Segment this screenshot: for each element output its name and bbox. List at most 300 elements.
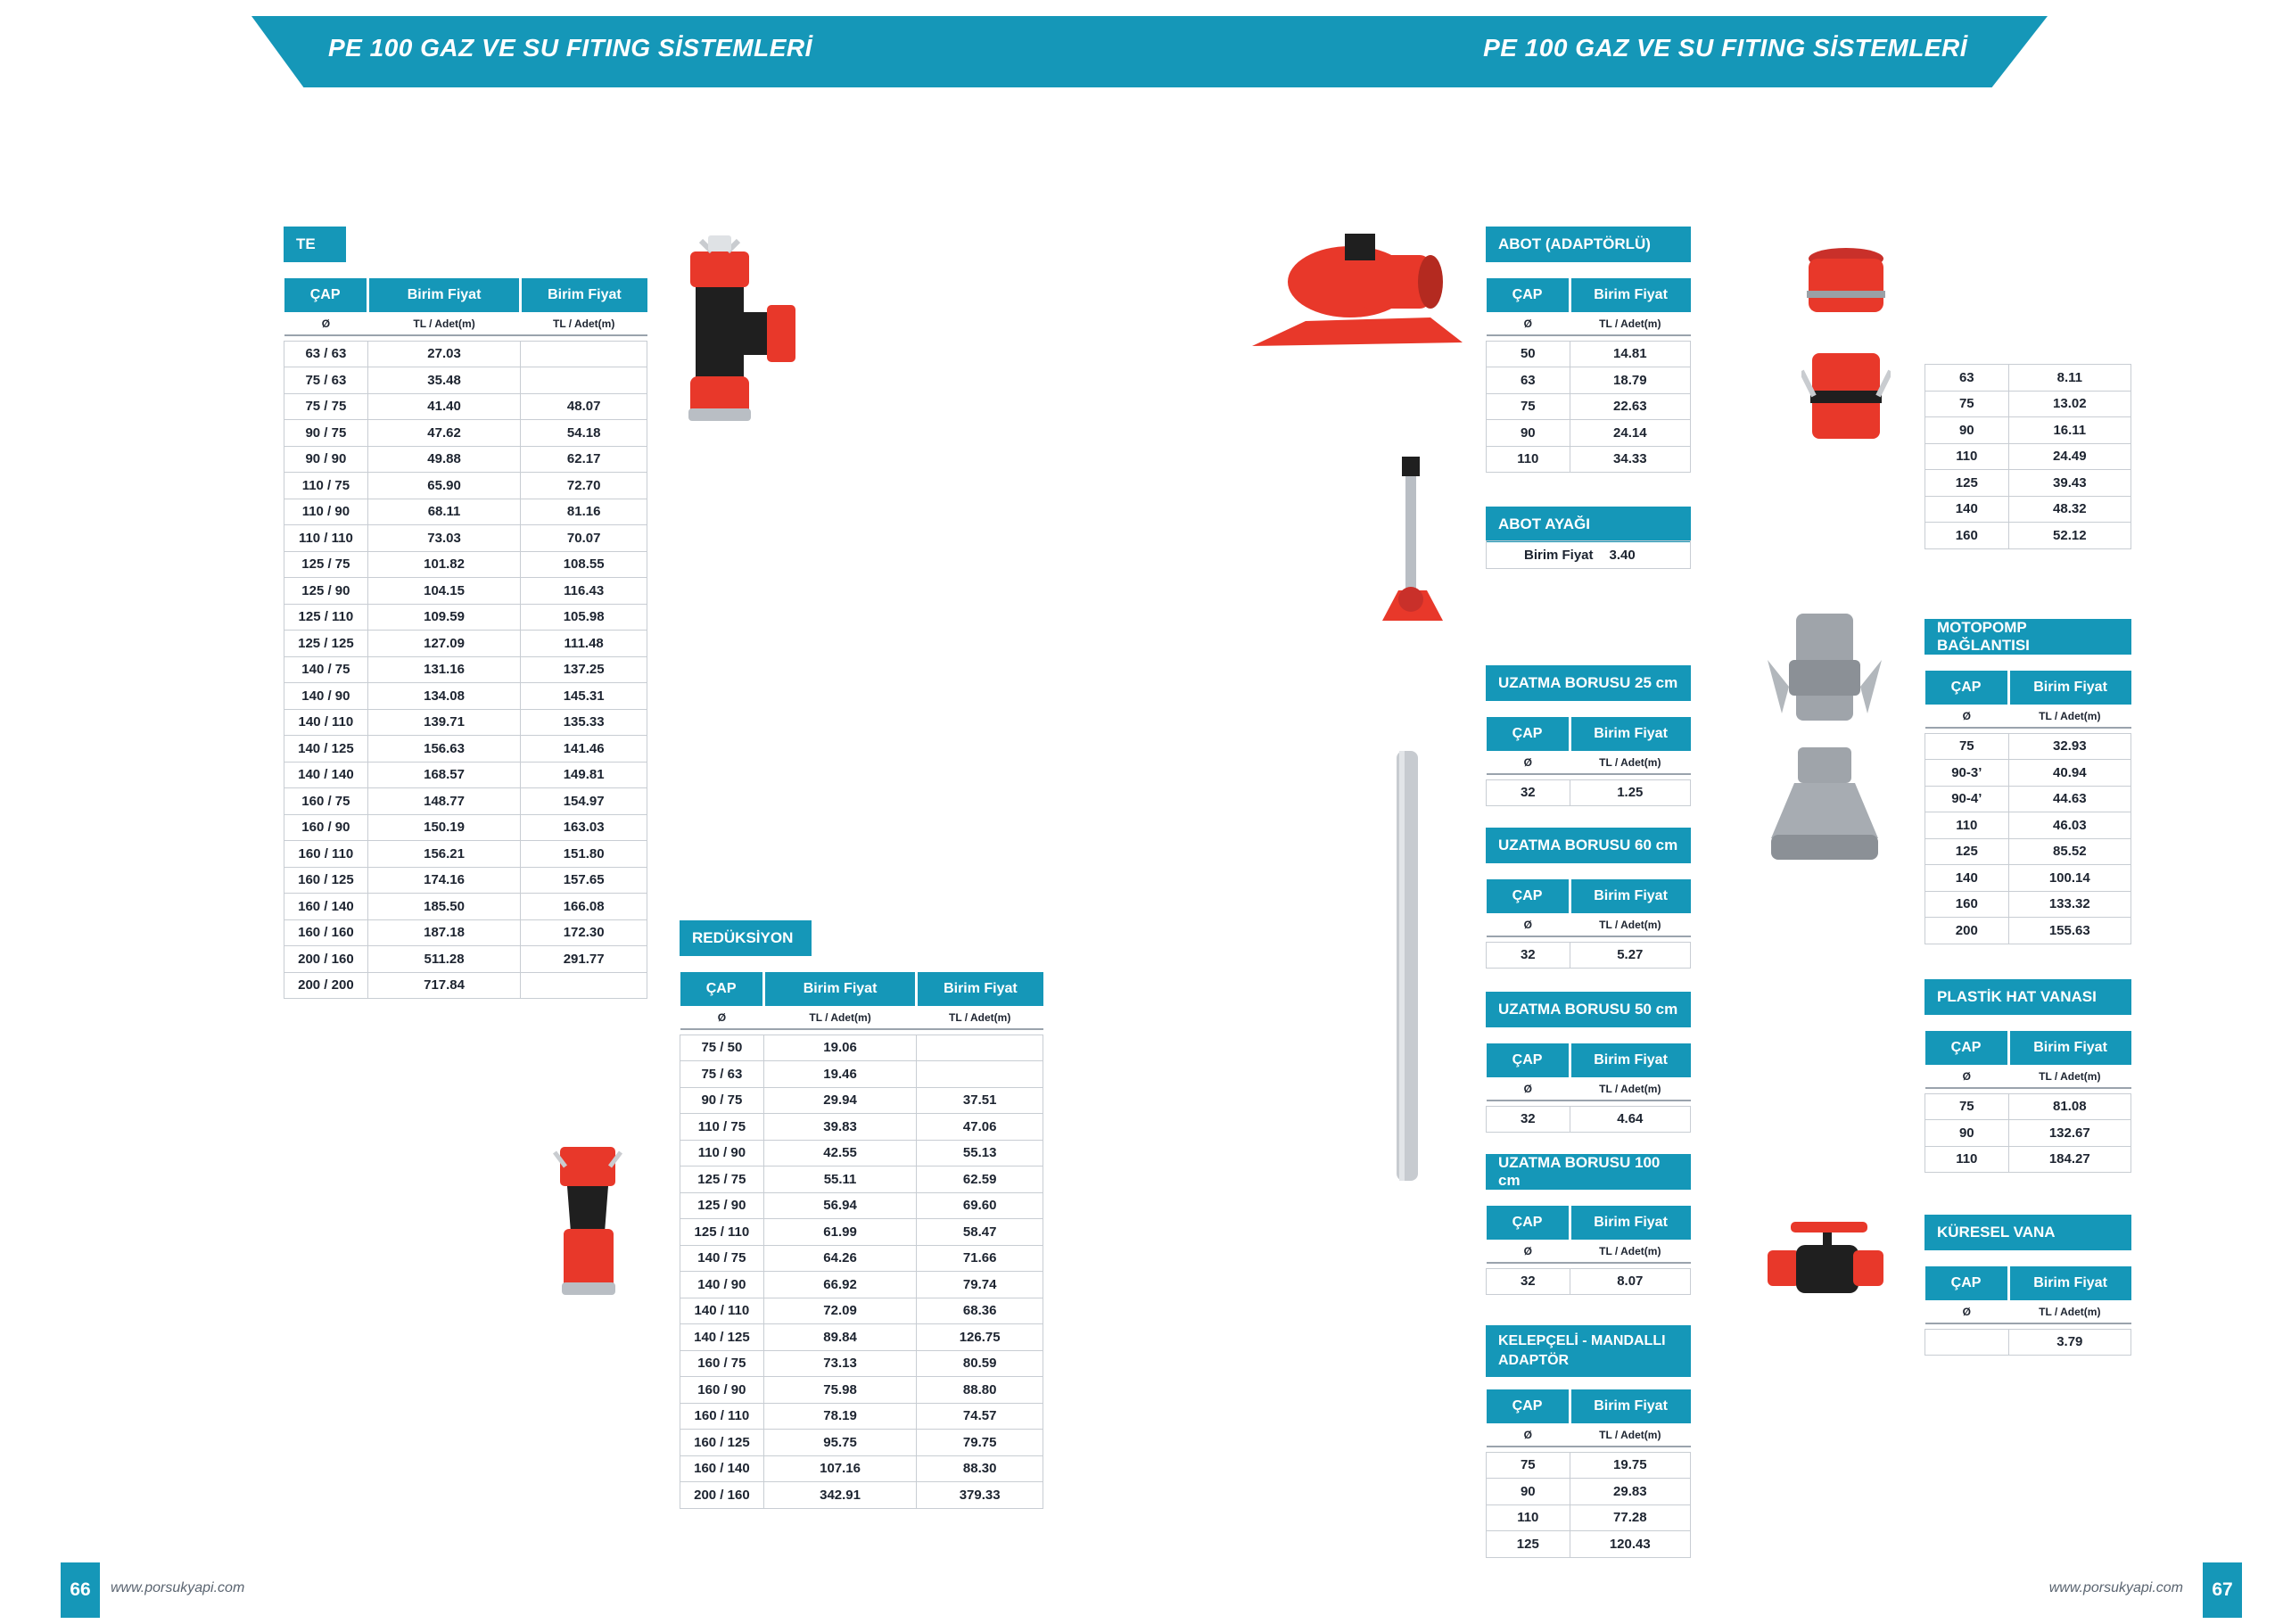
unit-label: TL / Adet(m) — [2008, 1300, 2131, 1323]
price-cell: 68.36 — [917, 1298, 1043, 1324]
table-row — [284, 393, 647, 420]
price-cell: 64.26 — [763, 1245, 917, 1272]
price-cell: 62.59 — [917, 1166, 1043, 1193]
price-cell: 19.46 — [763, 1061, 917, 1088]
size-cell: 32 — [1487, 1106, 1570, 1133]
price-cell: 154.97 — [521, 788, 647, 815]
size-cell: 140 / 110 — [680, 1298, 764, 1324]
units-row — [1487, 1240, 1691, 1263]
price-cell: 145.31 — [521, 683, 647, 710]
size-cell: 63 — [1487, 367, 1570, 394]
table-row — [284, 709, 647, 736]
table-row — [1487, 1452, 1691, 1479]
price-cell: 19.75 — [1570, 1452, 1690, 1479]
size-cell: 90 — [1487, 420, 1570, 447]
price-cell: 79.74 — [917, 1272, 1043, 1298]
table-row — [284, 788, 647, 815]
table-row — [680, 1087, 1043, 1114]
price-cell: 291.77 — [521, 946, 647, 973]
price-cell: 135.33 — [521, 709, 647, 736]
units-row — [680, 1006, 1043, 1029]
price-cell: 13.02 — [2008, 391, 2131, 417]
price-cell: 139.71 — [367, 709, 521, 736]
price-cell: 155.63 — [2008, 918, 2131, 944]
price-cell: 3.79 — [2008, 1329, 2131, 1356]
table-row — [1925, 470, 2131, 497]
price-cell: 32.93 — [2008, 733, 2131, 760]
te-price-table — [284, 278, 647, 999]
price-cell: 61.99 — [763, 1219, 917, 1246]
price-cell: 37.51 — [917, 1087, 1043, 1114]
table-row — [284, 762, 647, 788]
units-row — [1487, 312, 1691, 335]
price-cell: 101.82 — [367, 551, 521, 578]
table-row — [1487, 1504, 1691, 1531]
price-cell: 74.57 — [917, 1403, 1043, 1430]
size-cell: 75 / 63 — [680, 1061, 764, 1088]
kuresel-vana-section-title: KÜRESEL VANA — [1924, 1215, 2131, 1250]
kelepceli-title-line2: ADAPTÖR — [1498, 1353, 1570, 1368]
abot-section-title: ABOT (ADAPTÖRLÜ) — [1486, 227, 1691, 262]
column-header: Birim Fiyat — [367, 278, 521, 312]
column-header: Birim Fiyat — [763, 972, 917, 1006]
price-cell — [521, 972, 647, 999]
unit-label: TL / Adet(m) — [367, 312, 521, 335]
uzatma-50-price-table — [1486, 1043, 1691, 1133]
size-cell: 160 / 110 — [284, 841, 368, 868]
unit-label: TL / Adet(m) — [1570, 312, 1690, 335]
table-row — [1487, 1268, 1691, 1295]
size-cell: 75 — [1487, 1452, 1570, 1479]
column-header: Birim Fiyat — [2008, 1031, 2131, 1065]
price-cell: 95.75 — [763, 1430, 917, 1456]
table-row — [680, 1166, 1043, 1193]
price-cell: 58.47 — [917, 1219, 1043, 1246]
units-row — [1925, 705, 2131, 728]
size-cell: 110 — [1487, 1504, 1570, 1531]
column-header: ÇAP — [680, 972, 764, 1006]
table-header-row — [1487, 1043, 1691, 1077]
size-cell: 160 / 110 — [680, 1403, 764, 1430]
left-page-title: PE 100 GAZ VE SU FITING SİSTEMLERİ — [328, 34, 812, 62]
uzatma-25-price-table — [1486, 717, 1691, 806]
table-row — [680, 1245, 1043, 1272]
unit-label: TL / Adet(m) — [1570, 751, 1690, 774]
table-row — [680, 1061, 1043, 1088]
uzatma-60-price-table — [1486, 879, 1691, 969]
uzatma-50-section-title: UZATMA BORUSU 50 cm — [1486, 992, 1691, 1027]
table-row — [284, 736, 647, 763]
tee-fitting-image — [685, 234, 801, 433]
price-cell: 72.09 — [763, 1298, 917, 1324]
price-cell: 166.08 — [521, 894, 647, 920]
size-cell: 140 / 75 — [284, 656, 368, 683]
table-header-row — [1925, 671, 2131, 705]
price-cell: 81.08 — [2008, 1093, 2131, 1120]
size-cell: 90 / 75 — [284, 420, 368, 447]
abot-ayagi-label: Birim Fiyat — [1524, 547, 1594, 563]
te-section-title: TE — [284, 227, 346, 262]
unit-label: Ø — [1487, 1077, 1570, 1101]
table-header-row — [1487, 1206, 1691, 1240]
table-row — [680, 1140, 1043, 1166]
units-row — [1487, 1077, 1691, 1101]
price-cell: 39.43 — [2008, 470, 2131, 497]
uzatma-100-price-table — [1486, 1206, 1691, 1295]
size-cell: 160 / 90 — [284, 814, 368, 841]
size-cell: 140 / 90 — [680, 1272, 764, 1298]
price-cell: 34.33 — [1570, 446, 1690, 473]
column-header: ÇAP — [1487, 1206, 1570, 1240]
price-cell: 47.62 — [367, 420, 521, 447]
table-row — [1487, 779, 1691, 806]
table-row — [680, 1324, 1043, 1351]
table-header-row — [680, 972, 1043, 1006]
price-cell: 79.75 — [917, 1430, 1043, 1456]
size-cell: 110 / 90 — [680, 1140, 764, 1166]
size-cell: 125 — [1925, 838, 2009, 865]
size-cell: 125 / 125 — [284, 631, 368, 657]
size-cell: 90 — [1487, 1479, 1570, 1505]
table-row — [1925, 786, 2131, 812]
table-row — [284, 341, 647, 367]
table-row — [284, 656, 647, 683]
price-cell: 46.03 — [2008, 812, 2131, 839]
abot-ayagi-value: 3.40 — [1609, 547, 1636, 563]
size-cell: 125 / 90 — [680, 1192, 764, 1219]
column-header: Birim Fiyat — [2008, 1266, 2131, 1300]
price-cell: 8.07 — [1570, 1268, 1690, 1295]
table-row — [1487, 1479, 1691, 1505]
plastik-vana-section-title: PLASTİK HAT VANASI — [1924, 979, 2131, 1015]
column-header: Birim Fiyat — [521, 278, 647, 312]
table-row — [680, 1350, 1043, 1377]
column-header: Birim Fiyat — [1570, 717, 1690, 751]
size-cell: 200 / 160 — [680, 1482, 764, 1509]
price-cell: 116.43 — [521, 578, 647, 605]
table-row — [284, 841, 647, 868]
price-cell: 80.59 — [917, 1350, 1043, 1377]
price-cell: 126.75 — [917, 1324, 1043, 1351]
size-cell: 110 — [1925, 812, 2009, 839]
price-cell — [521, 367, 647, 394]
price-cell: 81.16 — [521, 499, 647, 525]
column-header: Birim Fiyat — [1570, 1206, 1690, 1240]
price-cell: 174.16 — [367, 867, 521, 894]
table-header-row — [1925, 1266, 2131, 1300]
table-row — [1925, 1146, 2131, 1173]
table-row — [284, 604, 647, 631]
price-cell: 56.94 — [763, 1192, 917, 1219]
unit-label: Ø — [1487, 312, 1570, 335]
price-cell: 5.27 — [1570, 942, 1690, 969]
unit-label: Ø — [1925, 705, 2009, 728]
unit-label: Ø — [1487, 913, 1570, 936]
price-cell: 100.14 — [2008, 865, 2131, 892]
price-cell: 68.11 — [367, 499, 521, 525]
size-cell: 75 — [1925, 391, 2009, 417]
uzatma-100-section-title: UZATMA BORUSU 100 cm — [1486, 1154, 1691, 1190]
units-row — [1925, 1300, 2131, 1323]
unit-label: Ø — [1925, 1065, 2009, 1088]
abot-stand-image — [1379, 457, 1446, 626]
size-cell: 200 — [1925, 918, 2009, 944]
size-cell: 140 / 90 — [284, 683, 368, 710]
size-cell: 160 / 140 — [284, 894, 368, 920]
size-cell: 140 / 110 — [284, 709, 368, 736]
table-row — [680, 1272, 1043, 1298]
uzatma-60-section-title: UZATMA BORUSU 60 cm — [1486, 828, 1691, 863]
unit-label: Ø — [284, 312, 368, 335]
size-cell: 140 / 125 — [680, 1324, 764, 1351]
price-cell: 108.55 — [521, 551, 647, 578]
price-cell: 187.18 — [367, 919, 521, 946]
table-row — [1487, 420, 1691, 447]
size-cell: 90 — [1925, 417, 2009, 444]
size-cell: 90-4’ — [1925, 786, 2009, 812]
unit-label: TL / Adet(m) — [1570, 1240, 1690, 1263]
table-row — [284, 578, 647, 605]
size-cell: 125 — [1487, 1531, 1570, 1558]
price-cell: 18.79 — [1570, 367, 1690, 394]
size-cell — [1925, 1329, 2009, 1356]
price-cell: 134.08 — [367, 683, 521, 710]
price-cell: 89.84 — [763, 1324, 917, 1351]
column-header: ÇAP — [1925, 1031, 2009, 1065]
motopomp-price-table — [1924, 671, 2131, 944]
price-cell: 77.28 — [1570, 1504, 1690, 1531]
column-header: ÇAP — [284, 278, 368, 312]
table-row — [1487, 1531, 1691, 1558]
price-cell: 85.52 — [2008, 838, 2131, 865]
table-row — [680, 1035, 1043, 1061]
price-cell: 379.33 — [917, 1482, 1043, 1509]
table-row — [284, 919, 647, 946]
unit-label: TL / Adet(m) — [1570, 1423, 1690, 1447]
size-cell: 32 — [1487, 1268, 1570, 1295]
unit-label: TL / Adet(m) — [521, 312, 647, 335]
column-header: Birim Fiyat — [917, 972, 1043, 1006]
unit-label: Ø — [1487, 751, 1570, 774]
price-cell: 22.63 — [1570, 393, 1690, 420]
table-row — [1925, 918, 2131, 944]
table-row — [1925, 865, 2131, 892]
price-cell: 44.63 — [2008, 786, 2131, 812]
size-cell: 125 — [1925, 470, 2009, 497]
right-page-number: 67 — [2203, 1562, 2242, 1618]
size-cell: 75 — [1487, 393, 1570, 420]
table-row — [1487, 341, 1691, 367]
price-cell: 163.03 — [521, 814, 647, 841]
price-cell: 29.94 — [763, 1087, 917, 1114]
price-cell: 511.28 — [367, 946, 521, 973]
price-cell: 8.11 — [2008, 365, 2131, 392]
price-cell: 54.18 — [521, 420, 647, 447]
price-cell: 24.49 — [2008, 443, 2131, 470]
table-row — [1925, 1120, 2131, 1147]
abot-price-table — [1486, 278, 1691, 473]
table-row — [1487, 446, 1691, 473]
units-row — [1487, 1423, 1691, 1447]
price-cell: 55.11 — [763, 1166, 917, 1193]
right-website-link[interactable]: www.porsukyapi.com — [2048, 1580, 2183, 1595]
table-row — [284, 551, 647, 578]
size-cell: 125 / 75 — [680, 1166, 764, 1193]
abot-ayagi-section-title: ABOT AYAĞI — [1486, 507, 1691, 542]
price-cell: 104.15 — [367, 578, 521, 605]
table-header-row — [1487, 717, 1691, 751]
price-cell: 717.84 — [367, 972, 521, 999]
price-cell: 342.91 — [763, 1482, 917, 1509]
price-cell: 111.48 — [521, 631, 647, 657]
price-cell: 42.55 — [763, 1140, 917, 1166]
unit-label: Ø — [1487, 1423, 1570, 1447]
abot-fitting-image — [1252, 228, 1466, 350]
price-cell: 78.19 — [763, 1403, 917, 1430]
price-cell: 156.63 — [367, 736, 521, 763]
table-row — [284, 972, 647, 999]
size-cell: 90 / 90 — [284, 446, 368, 473]
size-cell: 160 / 75 — [680, 1350, 764, 1377]
table-header-row — [1487, 278, 1691, 312]
table-row — [1925, 1093, 2131, 1120]
size-cell: 75 / 75 — [284, 393, 368, 420]
table-row — [1925, 496, 2131, 523]
column-header: ÇAP — [1487, 879, 1570, 913]
size-cell: 75 / 63 — [284, 367, 368, 394]
price-cell: 141.46 — [521, 736, 647, 763]
column-header: ÇAP — [1487, 278, 1570, 312]
price-cell: 14.81 — [1570, 341, 1690, 367]
price-cell: 41.40 — [367, 393, 521, 420]
unit-label: TL / Adet(m) — [763, 1006, 917, 1029]
column-header: Birim Fiyat — [1570, 278, 1690, 312]
table-row — [284, 867, 647, 894]
table-row — [1487, 393, 1691, 420]
motopomp-section-title: MOTOPOMP BAĞLANTISI — [1924, 619, 2131, 655]
price-cell: 132.67 — [2008, 1120, 2131, 1147]
table-row — [284, 499, 647, 525]
size-cell: 50 — [1487, 341, 1570, 367]
price-cell: 48.07 — [521, 393, 647, 420]
table-row — [680, 1219, 1043, 1246]
table-row — [680, 1403, 1043, 1430]
size-cell: 110 — [1925, 1146, 2009, 1173]
size-cell: 75 / 50 — [680, 1035, 764, 1061]
price-cell: 107.16 — [763, 1455, 917, 1482]
table-row — [1925, 417, 2131, 444]
price-cell: 24.14 — [1570, 420, 1690, 447]
table-row — [1925, 391, 2131, 417]
table-row — [284, 367, 647, 394]
size-cell: 32 — [1487, 942, 1570, 969]
size-cell: 160 — [1925, 523, 2009, 549]
table-row — [1487, 367, 1691, 394]
uzatma-25-section-title: UZATMA BORUSU 25 cm — [1486, 665, 1691, 701]
price-cell: 40.94 — [2008, 760, 2131, 787]
price-cell: 120.43 — [1570, 1531, 1690, 1558]
column-header: Birim Fiyat — [1570, 1043, 1690, 1077]
price-cell: 109.59 — [367, 604, 521, 631]
table-row — [1925, 733, 2131, 760]
table-row — [284, 446, 647, 473]
price-cell: 156.21 — [367, 841, 521, 868]
reduksiyon-price-table — [680, 972, 1043, 1509]
size-cell: 160 / 125 — [284, 867, 368, 894]
table-row — [1487, 1106, 1691, 1133]
size-cell: 32 — [1487, 779, 1570, 806]
unit-label: TL / Adet(m) — [1570, 913, 1690, 936]
size-cell: 110 — [1925, 443, 2009, 470]
price-cell: 1.25 — [1570, 779, 1690, 806]
size-cell: 140 / 75 — [680, 1245, 764, 1272]
table-row — [680, 1114, 1043, 1141]
table-row — [284, 814, 647, 841]
units-row — [1487, 751, 1691, 774]
size-cell: 140 / 140 — [284, 762, 368, 788]
size-cell: 200 / 200 — [284, 972, 368, 999]
table-header-row — [1487, 1389, 1691, 1423]
size-cell: 90 / 75 — [680, 1087, 764, 1114]
price-cell: 52.12 — [2008, 523, 2131, 549]
size-cell: 125 / 75 — [284, 551, 368, 578]
size-cell: 110 — [1487, 446, 1570, 473]
price-cell — [917, 1061, 1043, 1088]
ball-valve-image — [1764, 1220, 1907, 1300]
price-cell: 88.80 — [917, 1377, 1043, 1404]
price-cell: 27.03 — [367, 341, 521, 367]
column-header: ÇAP — [1487, 717, 1570, 751]
price-cell: 48.32 — [2008, 496, 2131, 523]
left-website-link[interactable]: www.porsukyapi.com — [111, 1580, 245, 1595]
price-cell: 73.03 — [367, 525, 521, 552]
table-row — [284, 683, 647, 710]
motopump-coupling-image — [1762, 606, 1887, 874]
column-header: ÇAP — [1487, 1389, 1570, 1423]
column-header: Birim Fiyat — [1570, 879, 1690, 913]
table-row — [284, 420, 647, 447]
price-cell: 105.98 — [521, 604, 647, 631]
left-page-number: 66 — [61, 1562, 100, 1618]
reduksiyon-section-title: REDÜKSİYON — [680, 920, 812, 956]
unit-label: Ø — [1487, 1240, 1570, 1263]
table-header-row — [284, 278, 647, 312]
size-cell: 140 — [1925, 496, 2009, 523]
size-cell: 160 / 75 — [284, 788, 368, 815]
table-row — [1925, 523, 2131, 549]
size-cell: 110 / 75 — [284, 473, 368, 499]
price-cell: 73.13 — [763, 1350, 917, 1377]
reducer-fitting-image — [553, 1143, 633, 1307]
cap-price-table — [1924, 364, 2131, 549]
unit-label: TL / Adet(m) — [2008, 705, 2131, 728]
size-cell: 90-3’ — [1925, 760, 2009, 787]
price-cell: 71.66 — [917, 1245, 1043, 1272]
extension-pipe-image — [1391, 747, 1423, 1184]
price-cell: 133.32 — [2008, 891, 2131, 918]
price-cell: 151.80 — [521, 841, 647, 868]
size-cell: 160 / 90 — [680, 1377, 764, 1404]
price-cell: 150.19 — [367, 814, 521, 841]
table-row — [1925, 365, 2131, 392]
kelepceli-price-table — [1486, 1389, 1691, 1558]
table-row — [1487, 942, 1691, 969]
table-row — [284, 946, 647, 973]
column-header: ÇAP — [1925, 671, 2009, 705]
table-row — [1925, 443, 2131, 470]
price-cell: 168.57 — [367, 762, 521, 788]
price-cell: 127.09 — [367, 631, 521, 657]
